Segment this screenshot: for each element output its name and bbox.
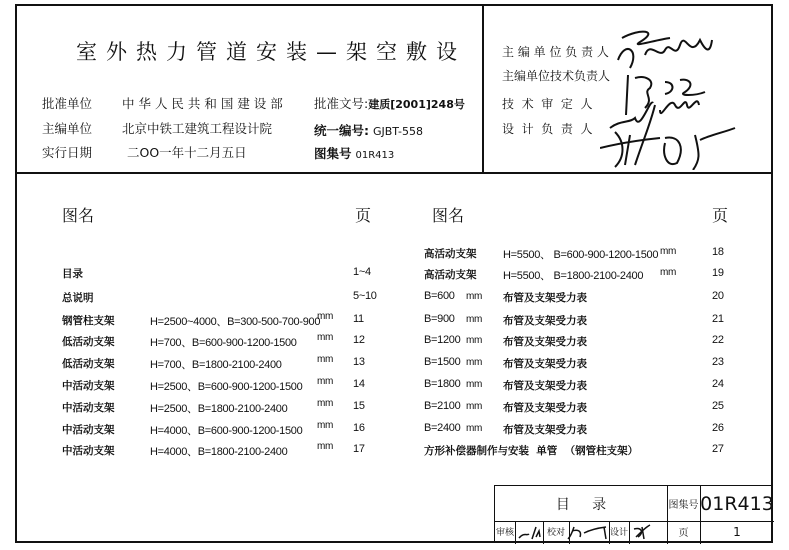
item-page: 26 [712,422,724,434]
left-name-header: 图名 [62,206,95,225]
unified-no-value: GJBT-558 [372,125,423,138]
unified-no [314,121,423,139]
editor-unit-label: 主编单位 [42,121,93,136]
item-unit: mm [466,314,483,325]
item-width: B=900 [424,313,455,325]
item-page: 19 [712,267,724,279]
item-width: B=1800 [424,378,461,390]
effective-date: 二OO一年十二月五日 [127,145,247,160]
item-name: 高活动支架 [424,248,477,260]
item-name: 方形补偿器制作与安装 单管 （钢管柱支架） [424,445,639,457]
review-label: 审核 [495,528,514,538]
item-spec: H=5500、 B=600-900-1200-1500 [503,249,659,261]
item-unit: mm [317,354,334,365]
atlas-title: 室外热力管道安装—架空敷设 [76,40,466,64]
frame-left [15,4,17,543]
item-desc: 布管及支架受力表 [503,358,587,370]
item-spec: H=5500、 B=1800-2100-2400 [503,270,644,282]
item-spec: H=2500~4000、B=300-500-700-900 [150,316,321,328]
left-page-header: 页 [355,206,372,225]
item-name: 目录 [62,268,83,280]
item-page: 24 [712,378,724,390]
title-block-signatures [516,523,666,543]
item-page: 13 [353,356,365,368]
page-number: 1 [733,524,741,539]
item-unit: mm [466,291,483,302]
unified-no-label: 统一编号: [314,123,369,138]
item-name: 低活动支架 [62,358,115,370]
item-width: B=2400 [424,422,461,434]
item-page: 25 [712,400,724,412]
item-desc: 布管及支架受力表 [503,424,587,436]
item-name: 中活动支架 [62,424,115,436]
frame-top [15,4,773,6]
item-page: 20 [712,290,724,302]
item-spec: H=2500、B=1800-2100-2400 [150,403,288,415]
responsible-role: 技 术 审 定 人 [502,97,593,111]
atlas-no-value: 01R413 [355,150,395,161]
item-page: 12 [353,334,365,346]
item-unit: mm [466,401,483,412]
atlas-no-label: 图集号 [314,146,352,161]
item-name: 中活动支架 [62,402,115,414]
item-page: 5~10 [353,290,377,302]
responsible-role: 主编单位技术负责人 [502,69,611,83]
item-unit: mm [317,441,334,452]
item-unit: mm [660,267,677,278]
editor-unit: 北京中铁工建筑工程设计院 [122,121,273,136]
item-width: B=1500 [424,356,461,368]
responsible-role: 设 计 负 责 人 [502,122,593,136]
item-page: 27 [712,443,724,455]
item-spec: H=4000、B=600-900-1200-1500 [150,425,303,437]
item-page: 23 [712,356,724,368]
item-unit: mm [466,379,483,390]
item-page: 15 [353,400,365,412]
item-unit: mm [660,246,677,257]
item-desc: 布管及支架受力表 [503,292,587,304]
atlas-no-label: 图集号 [668,500,699,511]
item-desc: 布管及支架受力表 [503,336,587,348]
item-page: 17 [353,443,365,455]
approval-unit: 中 华 人 民 共 和 国 建 设 部 [122,96,283,111]
item-width: B=2100 [424,400,461,412]
item-unit: mm [317,420,334,431]
item-unit: mm [466,335,483,346]
item-page: 1~4 [353,266,371,278]
responsible-role: 主 编 单 位 负 责 人 [502,45,609,59]
approval-doc-label: 批准文号: [314,96,369,111]
item-spec: H=700、B=600-900-1200-1500 [150,337,297,349]
design-label: 设计 [609,528,628,538]
item-unit: mm [317,398,334,409]
item-unit: mm [466,357,483,368]
item-name: 低活动支架 [62,336,115,348]
item-page: 16 [353,422,365,434]
item-page: 22 [712,334,724,346]
approval-doc-value: 建质[2001]248号 [368,98,465,111]
item-unit: mm [317,332,334,343]
item-name: 中活动支架 [62,445,115,457]
item-desc: 布管及支架受力表 [503,380,587,392]
approval-doc [314,94,465,112]
page-label: 页 [678,528,689,539]
item-page: 14 [353,378,365,390]
item-spec: H=4000、B=1800-2100-2400 [150,446,288,458]
header-divider [15,172,773,174]
item-page: 11 [353,313,364,325]
item-name: 中活动支架 [62,380,115,392]
right-page-header: 页 [712,206,729,225]
item-width: B=600 [424,290,455,302]
item-name: 钢管柱支架 [62,315,115,327]
title-block [494,485,773,543]
sheet-title: 目 录 [555,496,607,513]
signatures-image [600,20,740,170]
item-page: 21 [712,313,724,325]
item-width: B=1200 [424,334,461,346]
item-name: 总说明 [62,292,94,304]
atlas-no [314,144,394,162]
item-unit: mm [466,423,483,434]
item-page: 18 [712,246,724,258]
item-unit: mm [317,311,334,322]
approval-unit-label: 批准单位 [42,96,93,111]
item-name: 高活动支架 [424,269,477,281]
frame-right [771,4,773,543]
item-spec: H=2500、B=600-900-1200-1500 [150,381,303,393]
item-desc: 布管及支架受力表 [503,402,587,414]
right-name-header: 图名 [432,206,465,225]
atlas-no: 01R413 [700,492,774,515]
effective-date-label: 实行日期 [42,145,93,160]
item-spec: H=700、B=1800-2100-2400 [150,359,282,371]
item-unit: mm [317,376,334,387]
item-desc: 布管及支架受力表 [503,315,587,327]
header-vertical-divider [482,4,484,173]
check-label: 校对 [546,528,565,538]
